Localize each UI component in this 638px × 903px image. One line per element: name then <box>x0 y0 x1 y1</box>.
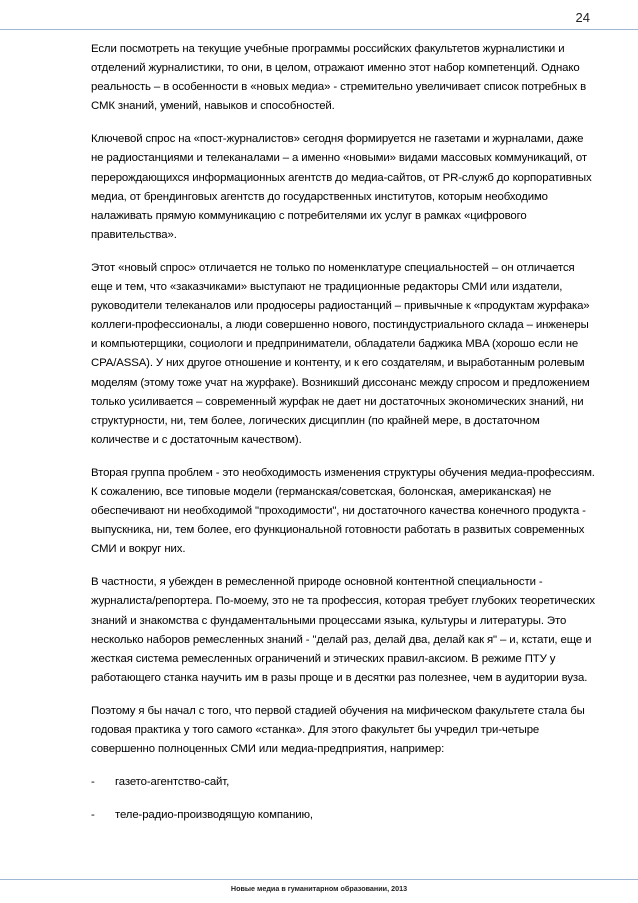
list-item <box>91 773 596 792</box>
paragraph: Этот «новый спрос» отличается не только по номенклатуре специальностей – он отличается еще и тем, что «заказчиками» выступают не традиционные редакторы СМИ или издатели, руководители телеканалов или продюсеры радиостанций – привычные к «продуктам журфака» коллеги-профессионалы, а люди совершенно нового, постиндустриального склада – инженеры и компьютерщики, социологи и предприниматели, обладатели баджика MBA (хорошо если не CPA/ASSA). У них другое отношение и контенту, и к его создателям, и выработанным ролевым моделям (этому тоже учат на журфаке). Возникший диссонанс между спросом и предложением только усиливается – современный журфак не дает ни достаточных экономических знаний, ни структурности, ни, тем более, логических дисциплин (по крайней мере, в достаточном количестве и с достаточным качеством). <box>91 261 590 446</box>
paragraph: Если посмотреть на текущие учебные программы российских факультетов журналистики и отделений журналистики, то они, в целом, отражают именно этот набор компетенций. Однако реальность – в особенности в «новых медиа» - стремительно увеличивает список потребных в СМК знаний, умений, навыков и способностей. <box>91 43 587 113</box>
list-marker: - <box>91 809 95 822</box>
list-item-text: газето-агентство-сайт, <box>115 776 230 789</box>
paragraph: Поэтому я бы начал с того, что первой стадией обучения на мифическом факультете стала бы годовая практика у того самого «станка». Для этого факультет бы учредил три-четыре совершенно полноценных СМИ или медиа-предприятия, например: <box>91 704 585 756</box>
footer-rule <box>0 879 638 880</box>
list-item <box>91 806 596 825</box>
page-number: 24 <box>575 10 590 25</box>
page-body <box>91 40 596 839</box>
list-marker: - <box>91 776 95 789</box>
page-footer: Новые медиа в гуманитарном образовании, 2013 <box>230 884 408 893</box>
paragraph: В частности, я убежден в ремесленной природе основной контентной специальности - журналиста/репортера. По-моему, это не та профессия, которая требует глубоких теоретических знаний и знакомства с фундаментальными процессами языка, культуры и литературы. Это несколько наборов ремесленных знаний - "делай раз, делай два, делай как я" – и, кстати, еще и жесткая система ремесленных ограничений и этических правил-аксиом. В режиме ПТУ у работающего станка научить им в разы проще и в десятки раз полезнее, чем в аудитории вуза. <box>91 576 595 684</box>
paragraph: Вторая группа проблем - это необходимость изменения структуры обучения медиа-профессиям. К сожалению, все типовые модели (германская/советская, болонская, американская) не обеспечивают ни необходимой "проходимости", ни достаточного качества конечного продукта - выпускника, ни, тем более, его функциональной готовности работать в развитых современных СМИ и вокруг них. <box>91 466 595 556</box>
paragraph: Ключевой спрос на «пост-журналистов» сегодня формируется не газетами и журналами, даже не радиостанциями и телеканалами – а именно «новыми» видами массовых коммуникаций, от перерождающихся информационных агентств до медиа-сайтов, от PR-служб до корпоративных медиа, от брендинговых агентств до государственных институтов, которым необходимо налаживать прямую коммуникацию с потребителями их услуг в рамках «цифрового правительства». <box>91 133 592 241</box>
header-rule <box>0 29 638 30</box>
list-item-text: теле-радио-производящую компанию, <box>115 809 313 822</box>
